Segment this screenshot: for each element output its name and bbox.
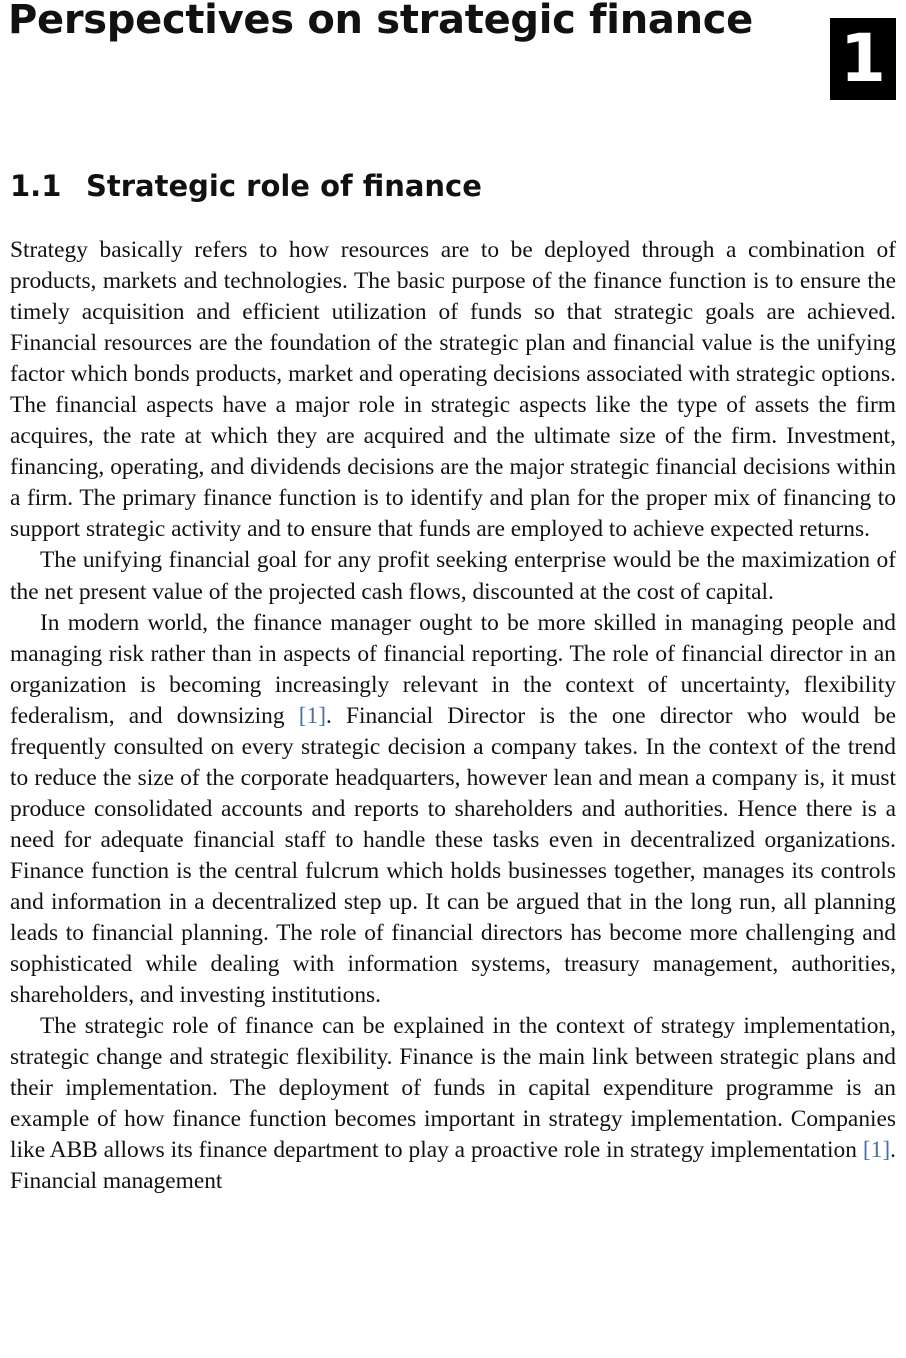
paragraph-4-text-b: . Financial management — [10, 1137, 896, 1195]
chapter-title: Perspectives on strategic finance — [8, 0, 753, 43]
paragraph-4-text-a: The strategic role of finance can be explained in the context of strategy implementation, strategic change and strategic flexibility. Finance is the main link between strategic plans and their implementation. The deployment of funds in capital expenditure programme is an example of how finance function becomes important in strategy implementation. Companies like ABB allows its finance department to play a proactive role in strategy implementation — [10, 1013, 896, 1164]
body-text — [10, 235, 896, 1197]
paragraph-3-text-b: . Financial Director is the one director who would be frequently consulted on every strategic decision a company takes. In the context of the trend to reduce the size of the corporate headquarters, however lean and mean a company is, it must produce consolidated accounts and reports to shareholders and authorities. Hence there is a need for adequate financial staff to handle these tasks even in decentralized organizations. Finance function is the central fulcrum which holds businesses together, manages its controls and information in a decentralized step up. It can be argued that in the long run, all planning leads to financial planning. The role of financial directors has become more challenging and sophisticated while dealing with information systems, treasury management, authorities, shareholders, and investing institutions. — [10, 702, 896, 1009]
paragraph-3-text-a: In modern world, the finance manager ought to be more skilled in managing people and managing risk rather than in aspects of financial reporting. The role of financial director in an organization is becoming increasingly relevant in the context of uncertainty, flexibility federalism, and downsizing — [10, 609, 896, 729]
paragraph-1: Strategy basically refers to how resources are to be deployed through a combination of products, markets and technologies. The basic purpose of the finance function is to ensure the timely acquisition and efficient utilization of funds so that strategic goals are achieved. Financial resources are the foundation of the strategic plan and financial value is the unifying factor which bonds products, market and operating decisions associated with strategic options. The financial aspects have a major role in strategic aspects like the type of assets the firm acquires, the rate at which they are acquired and the ultimate size of the firm. Investment, financing, operating, and dividends decisions are the major strategic financial decisions within a firm. The primary finance function is to identify and plan for the proper mix of financing to support strategic activity and to ensure that funds are employed to achieve expected returns. — [10, 237, 896, 543]
section-number: 1.1 — [10, 169, 62, 203]
paragraph-4 — [10, 1011, 896, 1197]
citation-link[interactable]: [1] — [298, 702, 327, 729]
citation-link[interactable]: [1] — [862, 1137, 891, 1164]
section-heading — [10, 166, 482, 206]
section-title: Strategic role of finance — [86, 169, 482, 203]
paragraph-3 — [10, 608, 896, 1012]
chapter-number-badge: 1 — [830, 18, 896, 100]
paragraph-2: The unifying financial goal for any profit seeking enterprise would be the maximization of the net present value of the projected cash flows, discounted at the cost of capital. — [10, 547, 896, 605]
